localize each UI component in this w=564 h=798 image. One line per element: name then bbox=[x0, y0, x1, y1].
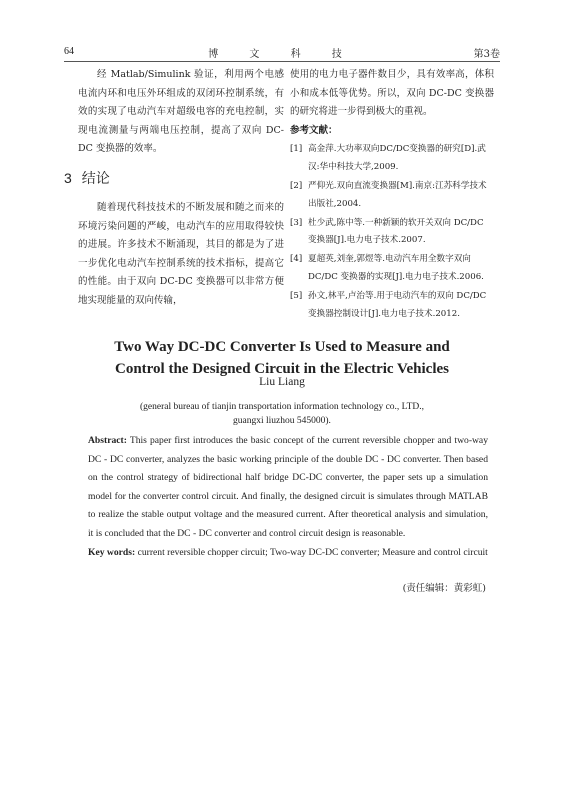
affiliation-line: (general bureau of tianjin transportation information technology co., LTD., bbox=[139, 402, 425, 412]
keywords bbox=[88, 544, 488, 562]
editor-note: (责任编辑：黄彩虹) bbox=[402, 583, 486, 594]
header-rule bbox=[64, 61, 500, 62]
reference-item bbox=[290, 141, 494, 177]
english-title-line: Two Way DC-DC Converter Is Used to Measure and bbox=[114, 339, 450, 355]
abstract-label: Abstract: bbox=[88, 435, 127, 446]
references-heading: 参考文献： bbox=[290, 124, 338, 136]
reference-item bbox=[290, 251, 494, 287]
abstract bbox=[88, 432, 488, 544]
section-number: 3 bbox=[64, 169, 72, 186]
reference-item bbox=[290, 288, 494, 324]
english-title-line: Control the Designed Circuit in the Electric Vehicles bbox=[115, 361, 449, 377]
right-column bbox=[290, 66, 494, 324]
section-title: 结论 bbox=[81, 170, 110, 187]
reference-number: [5] bbox=[290, 290, 303, 301]
author-name: Liu Liang bbox=[259, 376, 305, 388]
affiliation-line: guangxi liuzhou 545000). bbox=[233, 416, 331, 426]
reference-text: 孙文,林平,卢治等.用于电动汽车的双向 DC/DC 变换器控制设计[J].电力电子技术.2012. bbox=[308, 290, 487, 319]
author-affiliation bbox=[110, 400, 454, 428]
conclusion-paragraph: 随着现代科技技术的不断发展和随之而来的环境污染问题的严峻，电动汽车的应用取得较快的进展。许多技术不断涌现，其目的都是为了进一步优化电动汽车控制系统的技术指标，提高它的性能。由于双向 DC-DC 变换器可以非常方便地实现能量的双向传输， bbox=[78, 201, 284, 306]
reference-list bbox=[290, 141, 494, 323]
section-heading bbox=[64, 167, 284, 189]
reference-number: [2] bbox=[290, 180, 303, 191]
abstract-text: This paper first introduces the basic concept of the current reversible chopper and two-way DC - DC converter, analyzes the basic working principle of the double DC - DC converter. Then based on the control strategy of bidirectional half bridge DC-DC converter, the paper sets up a simulation model for the converter control circuit. And finally, the designed circuit is simulates through MATLAB to realize the stable output voltage and the measured current. After theoretical analysis and simulation, it is concluded that the DC - DC converter and control circuit design is reasonable. bbox=[88, 435, 488, 539]
volume-label: 第3卷 bbox=[473, 49, 500, 60]
intro-paragraph: 经 Matlab/Simulink 验证，利用两个电感电流内环和电压外环组成的双闭环控制系统，有效的实现了电动汽车对超级电容的充电控制，实现电流测量与两端电压控制，提高了双向 DC-DC 变换器的效率。 bbox=[78, 69, 284, 155]
reference-text: 高金萍.大功率双向DC/DC变换器的研究[D].武汉:华中科技大学,2009. bbox=[308, 144, 486, 173]
reference-item bbox=[290, 178, 494, 214]
left-column bbox=[64, 66, 284, 311]
continued-paragraph: 使用的电力电子器件数目少，具有效率高，体积小和成本低等优势。所以，双向 DC-DC 变换器的研究将进一步得到极大的重视。 bbox=[290, 69, 494, 118]
keywords-label: Key words: bbox=[88, 547, 136, 558]
page-number: 64 bbox=[64, 46, 74, 57]
reference-text: 杜少武,陈中等.一种新颖的软开关双向 DC/DC 变换器[J].电力电子技术.2007. bbox=[308, 217, 484, 246]
reference-number: [1] bbox=[290, 144, 303, 155]
page-header bbox=[64, 44, 500, 60]
reference-item bbox=[290, 215, 494, 251]
reference-text: 夏超英,刘奎,郭煜等.电动汽车用全数字双向 DC/DC 变换器的实现[J].电力电子技术.2006. bbox=[308, 254, 484, 282]
keywords-text: current reversible chopper circuit; Two-way DC-DC converter; Measure and control circuit bbox=[137, 547, 488, 558]
english-title bbox=[64, 336, 500, 380]
reference-number: [4] bbox=[290, 254, 303, 265]
reference-text: 严仰光.双向直流变换器[M].南京:江苏科学技术出版社,2004. bbox=[308, 180, 487, 209]
journal-name: 博 文 科 技 bbox=[208, 49, 356, 60]
reference-number: [3] bbox=[290, 217, 303, 228]
